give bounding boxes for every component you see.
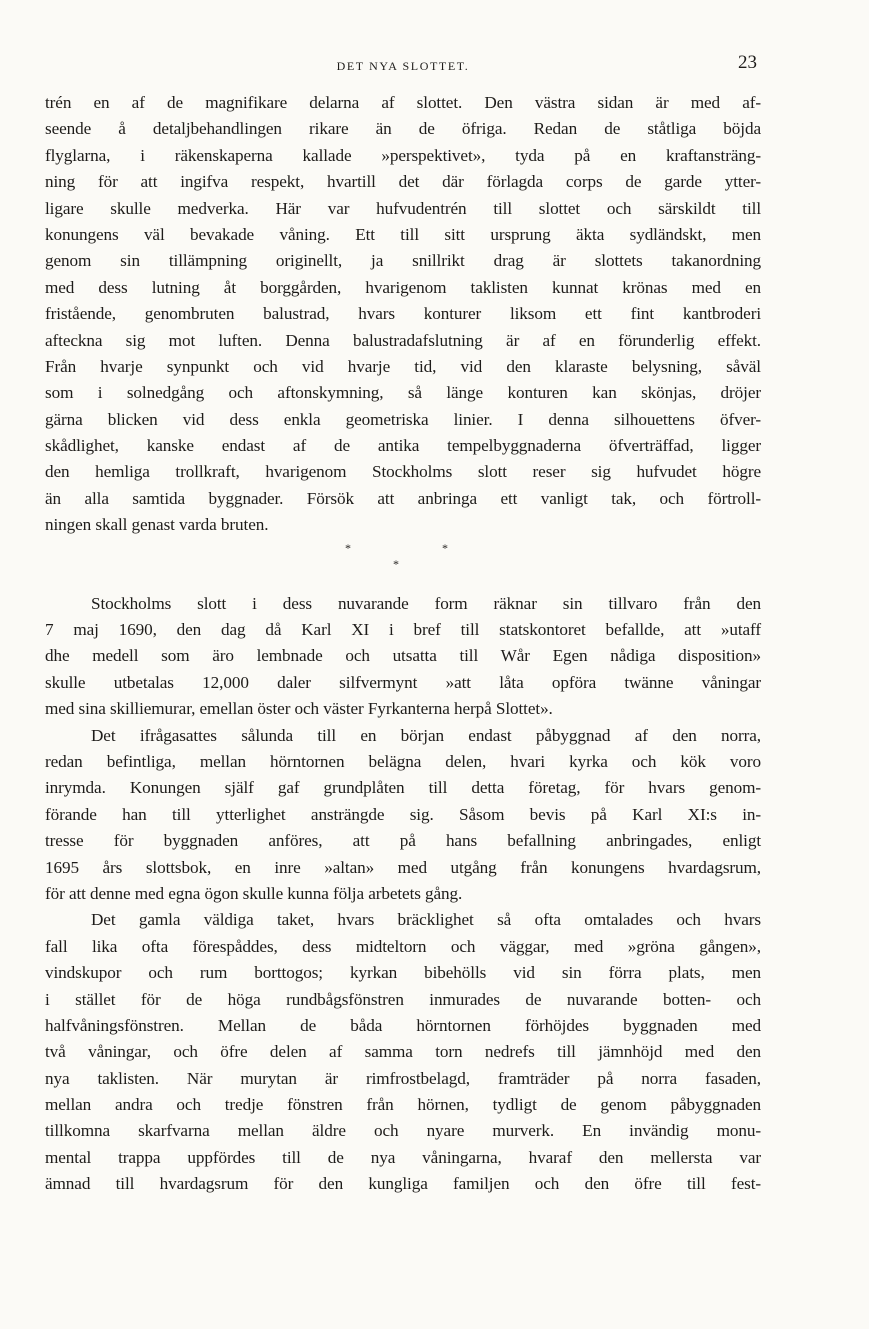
body-text — [45, 90, 761, 1198]
text-line: 1695 års slottsbok, en inre »altan» med utgång från konungens hvardagsrum, — [45, 857, 761, 877]
text-line: med sina skilliemurar, emellan öster och väster Fyrkanterna herpå Slottet». — [45, 699, 553, 719]
text-line: för att denne med egna ögon skulle kunna följa arbetets gång. — [45, 883, 463, 903]
text-line: vindskupor och rum borttogos; kyrkan bibehölls vid sin förra plats, men — [45, 963, 761, 983]
text-line: inrymda. Konungen själf gaf grundplåten till detta företag, för hvars genom- — [45, 778, 761, 798]
text-line: dhe medell som äro lembnade och utsatta till Wår Egen nådiga disposition» — [45, 646, 761, 666]
text-line: Från hvarje synpunkt och vid hvarje tid, vid den klaraste belysning, såväl — [45, 356, 761, 376]
text-line: som i solnedgång och aftonskymning, så länge konturen kan skönjas, dröjer — [45, 383, 761, 403]
text-line: tillkomna skarfvarna mellan äldre och nyare murverk. En invändig monu- — [45, 1121, 761, 1141]
paragraph-3 — [45, 723, 761, 908]
text-line: 7 maj 1690, den dag då Karl XI i bref till statskontoret befallde, att »utaff — [45, 620, 761, 640]
text-line: konungens väl bevakade våning. Ett till sitt ursprung äkta sydländskt, men — [45, 224, 761, 244]
text-line: förande han till ytterlighet ansträngde sig. Såsom bevis på Karl XI:s in- — [45, 804, 761, 824]
text-line: trén en af de magnifikare delarna af slottet. Den västra sidan är med af- — [45, 93, 761, 112]
text-line: seende å detaljbehandlingen rikare än de öfriga. Redan de ståtliga böjda — [45, 119, 761, 139]
text-line: med dess lutning åt borggården, hvarigenom taklisten kunnat krönas med en — [45, 277, 761, 297]
paragraph-1 — [45, 90, 761, 539]
text-line: ämnad till hvardagsrum för den kungliga familjen och den öfre till fest- — [45, 1174, 761, 1194]
paragraph-2 — [45, 591, 761, 723]
text-line: fall lika ofta förespåddes, dess midteltorn och väggar, med »gröna gången», — [45, 936, 761, 956]
text-line: i stället för de höga rundbågsfönstren inmurades de nuvarande botten- och — [45, 989, 761, 1009]
text-line: mental trappa uppfördes till de nya våningarna, hvaraf den mellersta var — [45, 1147, 761, 1167]
text-line: den hemliga trollkraft, hvarigenom Stockholms slott reser sig hufvudet högre — [45, 462, 761, 482]
text-line: halfvåningsfönstren. Mellan de båda hörntornen förhöjdes byggnaden med — [45, 1015, 761, 1035]
text-line: redan befintliga, mellan hörntornen belägna delen, hvari kyrka och kök voro — [45, 751, 761, 771]
running-title: DET NYA SLOTTET. — [336, 59, 470, 73]
text-line: Det ifrågasattes sålunda till en början endast påbyggnad af den norra, — [91, 725, 761, 745]
section-break-asterism — [45, 539, 761, 591]
text-line: mellan andra och tredje fönstren från hörnen, tydligt de genom påbyggnaden — [45, 1095, 761, 1115]
asterisk: * — [345, 540, 351, 555]
running-head — [45, 52, 761, 76]
text-line: skådlighet, kanske endast af de antika tempelbyggnaderna öfverträffad, ligger — [45, 436, 761, 456]
text-line: genom sin tillämpning originellt, ja snillrikt drag är slottets takanordning — [45, 251, 761, 271]
text-line: än alla samtida byggnader. Försök att anbringa ett vanligt tak, och förtroll- — [45, 488, 761, 508]
text-line: nya taklisten. När murytan är rimfrostbelagd, framträder på norra fasaden, — [45, 1068, 761, 1088]
text-line: Stockholms slott i dess nuvarande form räknar sin tillvaro från den — [91, 593, 761, 613]
text-line: ningen skall genast varda bruten. — [45, 515, 269, 535]
text-line: flyglarna, i räkenskaperna kallade »perspektivet», tyda på en kraftansträng- — [45, 145, 761, 165]
text-line: fristående, genombruten balustrad, hvars konturer liksom ett fint kantbroderi — [45, 304, 761, 324]
text-line: afteckna sig mot luften. Denna balustradafslutning är af en förunderlig effekt. — [45, 330, 761, 350]
asterisk: * — [393, 556, 399, 571]
text-line: två våningar, och öfre delen af samma torn nedrefs till jämnhöjd med den — [45, 1042, 761, 1062]
paragraph-4 — [45, 907, 761, 1197]
asterisk: * — [442, 540, 448, 555]
text-line: Det gamla väldiga taket, hvars bräcklighet så ofta omtalades och hvars — [91, 910, 761, 930]
text-line: gärna blicken vid dess enkla geometriska linier. I denna silhouettens öfver- — [45, 409, 761, 429]
page-number: 23 — [738, 52, 757, 73]
text-line: ligare skulle medverka. Här var hufvudentrén till slottet och särskildt till — [45, 198, 761, 218]
text-line: ning för att ingifva respekt, hvartill det där förlagda corps de garde ytter- — [45, 172, 761, 192]
text-line: skulle utbetalas 12,000 daler silfvermynt »att låta opföra twänne våningar — [45, 672, 761, 692]
text-line: tresse för byggnaden anföres, att på hans befallning anbringades, enligt — [45, 831, 761, 851]
